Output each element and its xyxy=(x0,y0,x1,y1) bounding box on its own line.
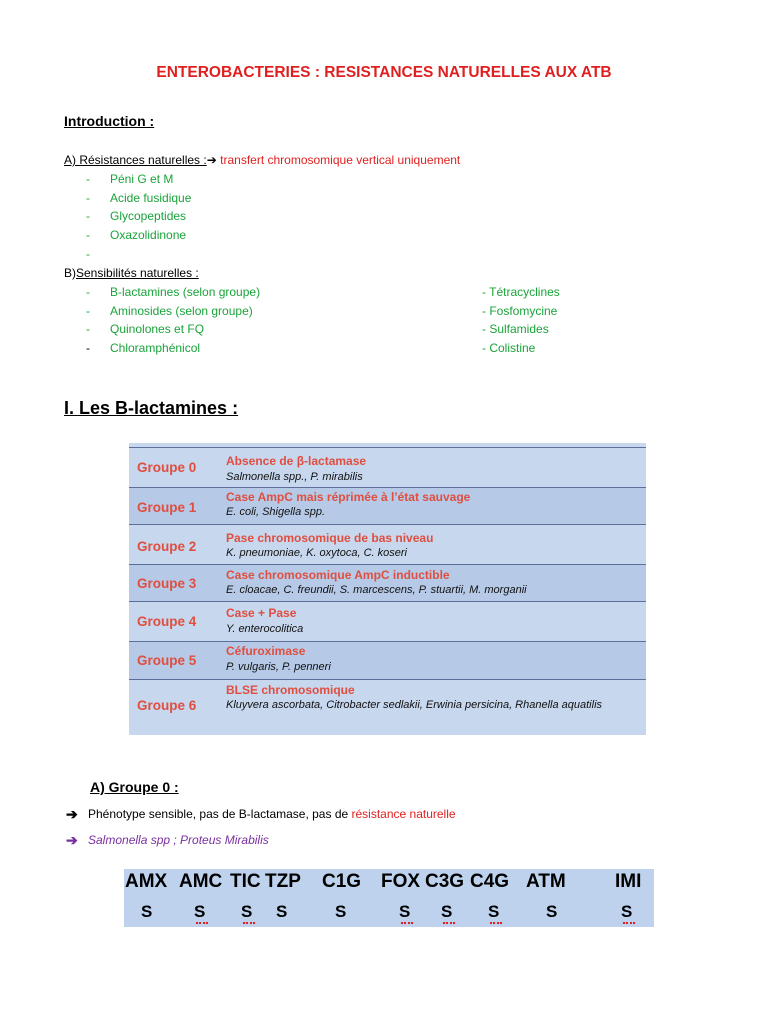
atb-header: AMX xyxy=(125,871,168,892)
list-dash: - xyxy=(86,285,90,299)
group-row xyxy=(129,447,646,488)
arrow-icon: ➔ xyxy=(206,153,217,167)
list-dash: - xyxy=(86,304,90,318)
introduction-heading: Introduction : xyxy=(64,113,155,129)
group-row xyxy=(129,641,646,680)
section-a-highlight: transfert chromosomique vertical uniquement xyxy=(220,153,461,167)
group-label: Groupe 0 xyxy=(137,460,197,475)
section-a-label: A) Résistances naturelles : xyxy=(64,153,207,167)
list-dash: - xyxy=(86,209,90,223)
atb-value: S xyxy=(546,902,558,921)
group-species: K. pneumoniae, K. oxytoca, C. koseri xyxy=(226,547,407,559)
section-b-line xyxy=(64,266,199,280)
group-species: Y. enterocolitica xyxy=(226,623,304,635)
group-row xyxy=(129,524,646,565)
atb-value: S xyxy=(335,902,347,921)
atb-value: S xyxy=(241,902,253,921)
arrow-icon: ➔ xyxy=(66,832,78,848)
list-item: Chloramphénicol xyxy=(110,341,201,355)
atb-value: S xyxy=(441,902,453,921)
spellcheck-underline xyxy=(443,919,455,924)
list-dash: - xyxy=(86,191,90,205)
atb-value: S xyxy=(621,902,633,921)
spellcheck-underline xyxy=(196,919,208,924)
spellcheck-underline xyxy=(401,919,413,924)
group-species: E. cloacae, C. freundii, S. marcescens, P. stuartii, M. morganii xyxy=(226,584,527,596)
list-item: Oxazolidinone xyxy=(110,228,187,242)
list-item: Aminosides (selon groupe) xyxy=(110,304,253,318)
group-row xyxy=(129,679,646,736)
section-1-heading: I. Les B-lactamines : xyxy=(64,398,239,418)
group-title: Absence de β-lactamase xyxy=(226,454,367,468)
group-row xyxy=(129,564,646,602)
section-b-prefix: B) xyxy=(64,266,76,280)
group-row xyxy=(129,487,646,525)
group-title: Case + Pase xyxy=(226,606,297,620)
atb-header: TZP xyxy=(265,871,301,892)
spellcheck-underline xyxy=(490,919,502,924)
group-species: Kluyvera ascorbata, Citrobacter sedlakii, Erwinia persicina, Rhanella aquatilis xyxy=(226,699,603,711)
list-item-right: - Fosfomycine xyxy=(482,304,558,318)
group-label: Groupe 1 xyxy=(137,500,197,515)
group-row xyxy=(129,601,646,642)
list-item: B-lactamines (selon groupe) xyxy=(110,285,261,299)
section-b-label: Sensibilités naturelles : xyxy=(76,266,199,280)
antibiotic-table xyxy=(124,869,654,927)
list-item: Péni G et M xyxy=(110,172,174,186)
group-title: Case chromosomique AmpC inductible xyxy=(226,568,450,582)
list-dash: - xyxy=(86,228,90,242)
list-item: Acide fusidique xyxy=(110,191,192,205)
spellcheck-underline xyxy=(623,919,635,924)
group-label: Groupe 5 xyxy=(137,653,197,668)
atb-header: TIC xyxy=(230,871,261,892)
spellcheck-underline xyxy=(243,919,255,924)
list-item-right: - Tétracyclines xyxy=(482,285,560,299)
atb-header: C1G xyxy=(322,871,362,892)
list-item-right: - Sulfamides xyxy=(482,322,549,336)
group-title: Case AmpC mais réprimée à l’état sauvage xyxy=(226,490,471,504)
atb-value: S xyxy=(488,902,500,921)
group-species: Salmonella spp., P. mirabilis xyxy=(226,471,363,483)
list-dash: - xyxy=(86,247,90,261)
document-title: ENTEROBACTERIES : RESISTANCES NATURELLES AUX ATB xyxy=(156,64,612,81)
atb-header: AMC xyxy=(179,871,223,892)
list-item-right: - Colistine xyxy=(482,341,536,355)
list-dash: - xyxy=(86,172,90,186)
atb-header: FOX xyxy=(381,871,421,892)
atb-value: S xyxy=(194,902,206,921)
atb-header: C3G xyxy=(425,871,465,892)
subsection-a-heading: A) Groupe 0 : xyxy=(90,779,179,795)
group-label: Groupe 4 xyxy=(137,614,197,629)
list-item: Quinolones et FQ xyxy=(110,322,205,336)
list-dash: - xyxy=(86,341,90,355)
group-title: Pase chromosomique de bas niveau xyxy=(226,531,434,545)
group-species: P. vulgaris, P. penneri xyxy=(226,661,331,673)
arrow-icon: ➔ xyxy=(66,806,78,822)
list-dash: - xyxy=(86,322,90,336)
atb-value: S xyxy=(276,902,288,921)
group-species: E. coli, Shigella spp. xyxy=(226,506,326,518)
atb-value: S xyxy=(399,902,411,921)
bullet-phenotype xyxy=(88,807,456,821)
group-label: Groupe 6 xyxy=(137,698,197,713)
bullet-phenotype-highlight: résistance naturelle xyxy=(351,807,456,821)
section-a-line xyxy=(64,153,460,167)
group-title: BLSE chromosomique xyxy=(226,683,355,697)
list-item: Glycopeptides xyxy=(110,209,187,223)
bullet-phenotype-text: Phénotype sensible, pas de B-lactamase, pas de xyxy=(88,807,352,821)
group-label: Groupe 3 xyxy=(137,576,197,591)
atb-header: ATM xyxy=(526,871,566,892)
group-title: Céfuroximase xyxy=(226,644,306,658)
atb-value: S xyxy=(141,902,153,921)
atb-header: C4G xyxy=(470,871,510,892)
atb-header: IMI xyxy=(615,871,642,892)
groups-table xyxy=(129,443,646,735)
group-label: Groupe 2 xyxy=(137,539,197,554)
bullet-species: Salmonella spp ; Proteus Mirabilis xyxy=(88,833,269,847)
